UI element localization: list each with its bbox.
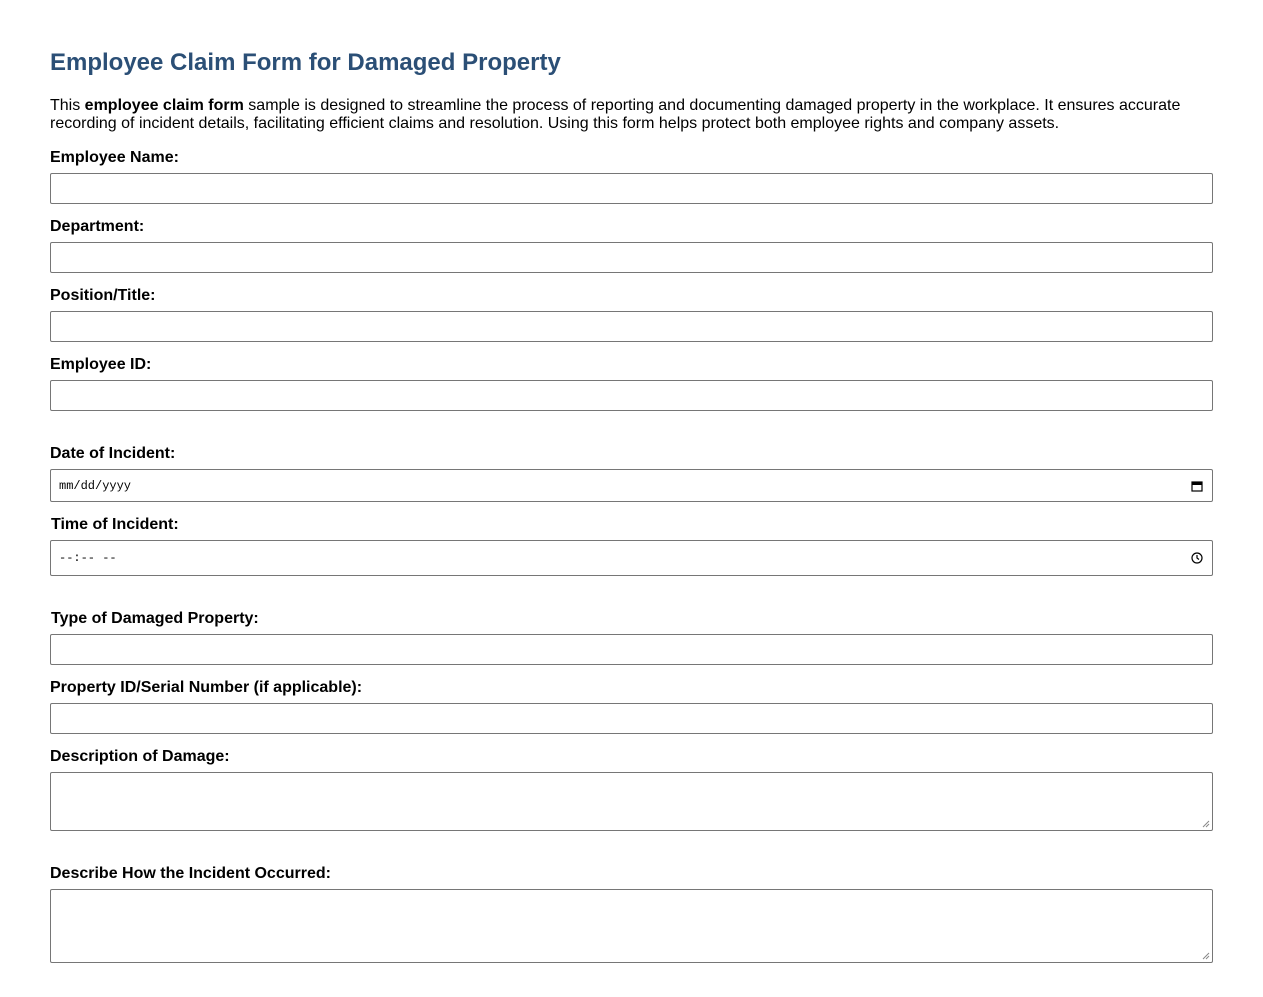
incident-description-textarea[interactable]: [50, 889, 1213, 963]
position-label: Position/Title:: [50, 287, 156, 304]
date-input[interactable]: [50, 469, 1213, 502]
damage-description-label: Description of Damage:: [50, 748, 230, 765]
department-label: Department:: [50, 218, 145, 235]
damage-description-textarea[interactable]: [50, 772, 1213, 831]
employee-name-input[interactable]: [50, 173, 1213, 204]
clock-icon[interactable]: [1190, 551, 1204, 565]
intro-bold: employee claim form: [84, 97, 244, 114]
property-id-label: Property ID/Serial Number (if applicable):: [50, 679, 363, 696]
page-title: Employee Claim Form for Damaged Property: [50, 49, 561, 76]
calendar-icon[interactable]: [1190, 479, 1204, 493]
property-type-label: Type of Damaged Property:: [51, 610, 259, 627]
department-input[interactable]: [50, 242, 1213, 273]
employee-id-label: Employee ID:: [50, 356, 152, 373]
incident-description-label: Describe How the Incident Occurred:: [50, 865, 331, 882]
intro-paragraph: [50, 97, 1213, 133]
time-label: Time of Incident:: [51, 516, 179, 533]
intro-lead: This: [50, 97, 85, 114]
time-placeholder: --:-- --: [59, 551, 117, 565]
property-type-input[interactable]: [50, 634, 1213, 665]
property-id-input[interactable]: [50, 703, 1213, 734]
resize-grip-icon[interactable]: [1202, 952, 1210, 960]
employee-id-input[interactable]: [50, 380, 1213, 411]
time-input[interactable]: [50, 540, 1213, 576]
employee-name-label: Employee Name:: [50, 149, 179, 166]
date-placeholder: mm/dd/yyyy: [59, 478, 132, 493]
position-input[interactable]: [50, 311, 1213, 342]
intro-rest: sample is designed to streamline the process of reporting and documenting damaged property in the workplace. It ensures accurate recording of incident details, facilitating efficient claims and resolution. Using this form helps protect both employee rights and company assets.: [50, 97, 1181, 132]
date-label: Date of Incident:: [50, 445, 176, 462]
resize-grip-icon[interactable]: [1202, 820, 1210, 828]
